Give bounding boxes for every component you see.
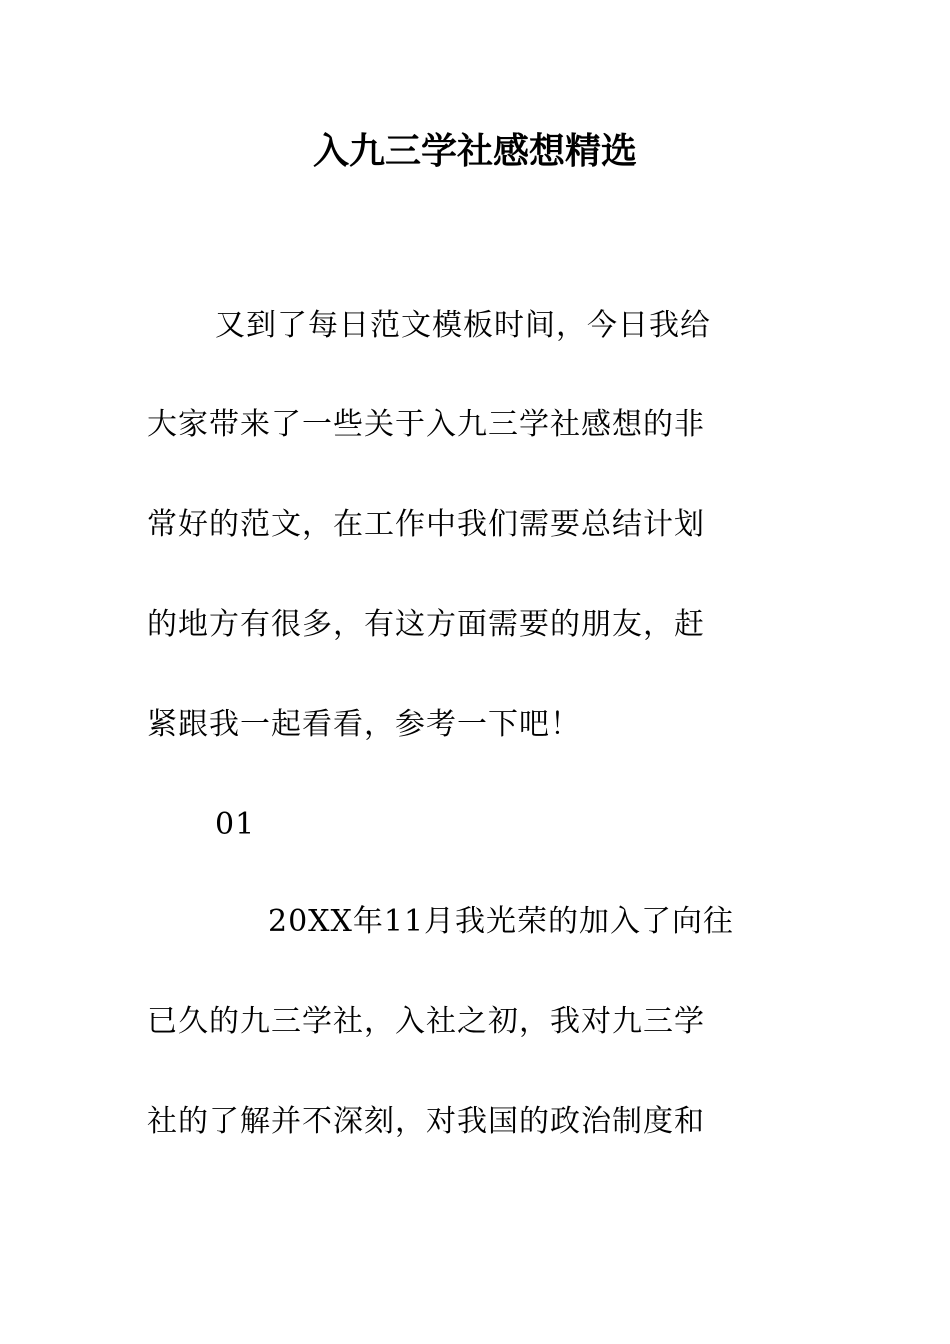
paragraph-line: 常好的范文，在工作中我们需要总结计划 (147, 507, 705, 542)
paragraph-line: 紧跟我一起看看，参考一下吧！ (147, 707, 581, 742)
paragraph-line: 的地方有很多，有这方面需要的朋友，赶 (147, 607, 705, 642)
paragraph-line: 大家带来了一些关于入九三学社感想的非 (147, 407, 705, 442)
paragraph-line: 已久的九三学社，入社之初，我对九三学 (147, 1004, 705, 1039)
section-number: 01 (215, 807, 256, 842)
paragraph-line: 又到了每日范文模板时间，今日我给 (215, 308, 711, 343)
paragraph-line: 社的了解并不深刻，对我国的政治制度和 (147, 1104, 705, 1139)
document-title: 入九三学社感想精选 (312, 131, 637, 172)
paragraph-line: 20XX年11月我光荣的加入了向往 (268, 904, 735, 939)
